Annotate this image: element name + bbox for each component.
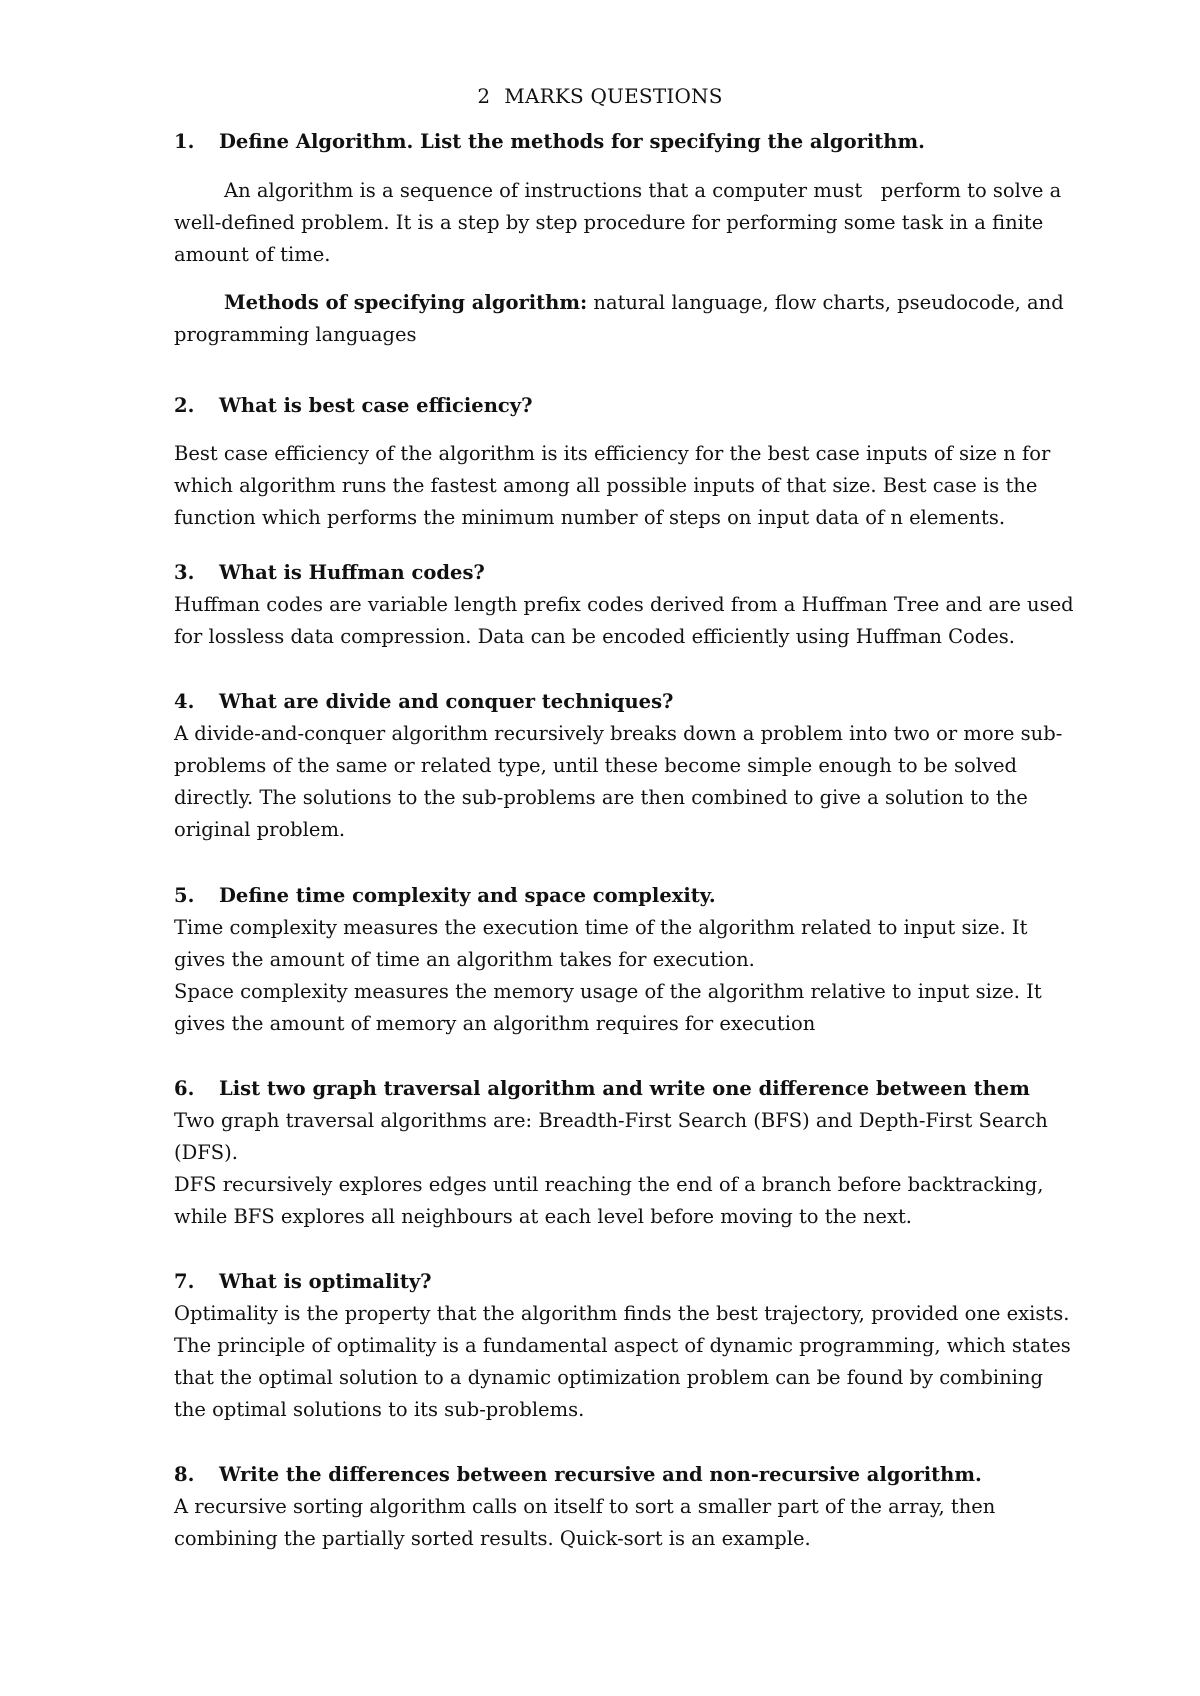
title-number: 2 — [477, 84, 491, 108]
question-number: 1. — [174, 130, 195, 153]
question-number: 8. — [174, 1463, 195, 1486]
question-text: What is optimality? — [219, 1270, 432, 1293]
question-number: 4. — [174, 690, 195, 713]
answer-paragraph: An algorithm is a sequence of instructions that a computer must perform to solve a well-defined problem. It is a step by step procedure for performing some task in a finite amount of time. — [174, 179, 1068, 266]
methods-label: Methods of specifying algorithm: — [224, 291, 588, 314]
question-block-2 — [174, 390, 1074, 534]
question-text: What are divide and conquer techniques? — [219, 690, 674, 713]
question-heading — [174, 126, 1074, 158]
answer-paragraph: The principle of optimality is a fundamental aspect of dynamic programming, which states that the optimal solution to a dynamic optimization problem can be found by combining the optimal solutions to its sub-problems. — [174, 1334, 1071, 1421]
answer-paragraph: Optimality is the property that the algorithm finds the best trajectory, provided one exists. — [174, 1302, 1070, 1325]
question-heading — [174, 686, 1074, 718]
question-text: Write the differences between recursive and non-recursive algorithm. — [219, 1463, 982, 1486]
answer-paragraph: A recursive sorting algorithm calls on itself to sort a smaller part of the array, then combining the partially sorted results. Quick-sort is an example. — [174, 1495, 996, 1550]
question-text: Define Algorithm. List the methods for specifying the algorithm. — [219, 130, 925, 153]
answer-paragraph: Space complexity measures the memory usage of the algorithm relative to input size. It gives the amount of memory an algorithm requires for execution — [174, 980, 1042, 1035]
methods-text: natural language, flow charts, pseudocode, and programming languages — [174, 291, 1064, 346]
question-number: 3. — [174, 561, 195, 584]
question-heading — [174, 1266, 1074, 1298]
question-heading — [174, 1459, 1074, 1491]
question-heading — [174, 1073, 1074, 1105]
question-block-4 — [174, 686, 1074, 846]
question-text: Define time complexity and space complexity. — [219, 884, 716, 907]
answer-paragraph: A divide-and-conquer algorithm recursively breaks down a problem into two or more sub-problems of the same or related type, until these become simple enough to be solved directly. The solutions to the sub-problems are then combined to give a solution to the original problem. — [174, 722, 1063, 841]
answer-paragraph: Best case efficiency of the algorithm is its efficiency for the best case inputs of size n for which algorithm runs the fastest among all possible inputs of that size. Best case is the function which performs the minimum number of steps on input data of n elements. — [174, 442, 1051, 529]
answer-paragraph: Huffman codes are variable length prefix codes derived from a Huffman Tree and are used for lossless data compression. Data can be encoded efficiently using Huffman Codes. — [174, 593, 1074, 648]
title-text: MARKS QUESTIONS — [504, 84, 723, 108]
question-text: What is best case efficiency? — [219, 394, 533, 417]
question-heading — [174, 880, 1074, 912]
question-heading — [174, 390, 1074, 422]
question-text: List two graph traversal algorithm and write one difference between them — [219, 1077, 1030, 1100]
question-heading — [174, 557, 1074, 589]
question-text: What is Huffman codes? — [219, 561, 485, 584]
question-block-8 — [174, 1459, 1074, 1555]
question-block-1 — [174, 126, 1074, 351]
question-number: 7. — [174, 1270, 195, 1293]
answer-paragraph: DFS recursively explores edges until reaching the end of a branch before backtracking, while BFS explores all neighbours at each level before moving to the next. — [174, 1173, 1044, 1228]
question-number: 2. — [174, 394, 195, 417]
question-number: 6. — [174, 1077, 195, 1100]
answer-paragraph: Two graph traversal algorithms are: Breadth-First Search (BFS) and Depth-First Search (DFS). — [174, 1109, 1048, 1164]
question-block-3 — [174, 557, 1074, 653]
page-title — [0, 84, 1200, 108]
answer-methods — [174, 287, 1074, 351]
question-block-6 — [174, 1073, 1074, 1233]
question-block-7 — [174, 1266, 1074, 1426]
question-number: 5. — [174, 884, 195, 907]
question-block-5 — [174, 880, 1074, 1040]
answer-paragraph: Time complexity measures the execution time of the algorithm related to input size. It gives the amount of time an algorithm takes for execution. — [174, 916, 1028, 971]
